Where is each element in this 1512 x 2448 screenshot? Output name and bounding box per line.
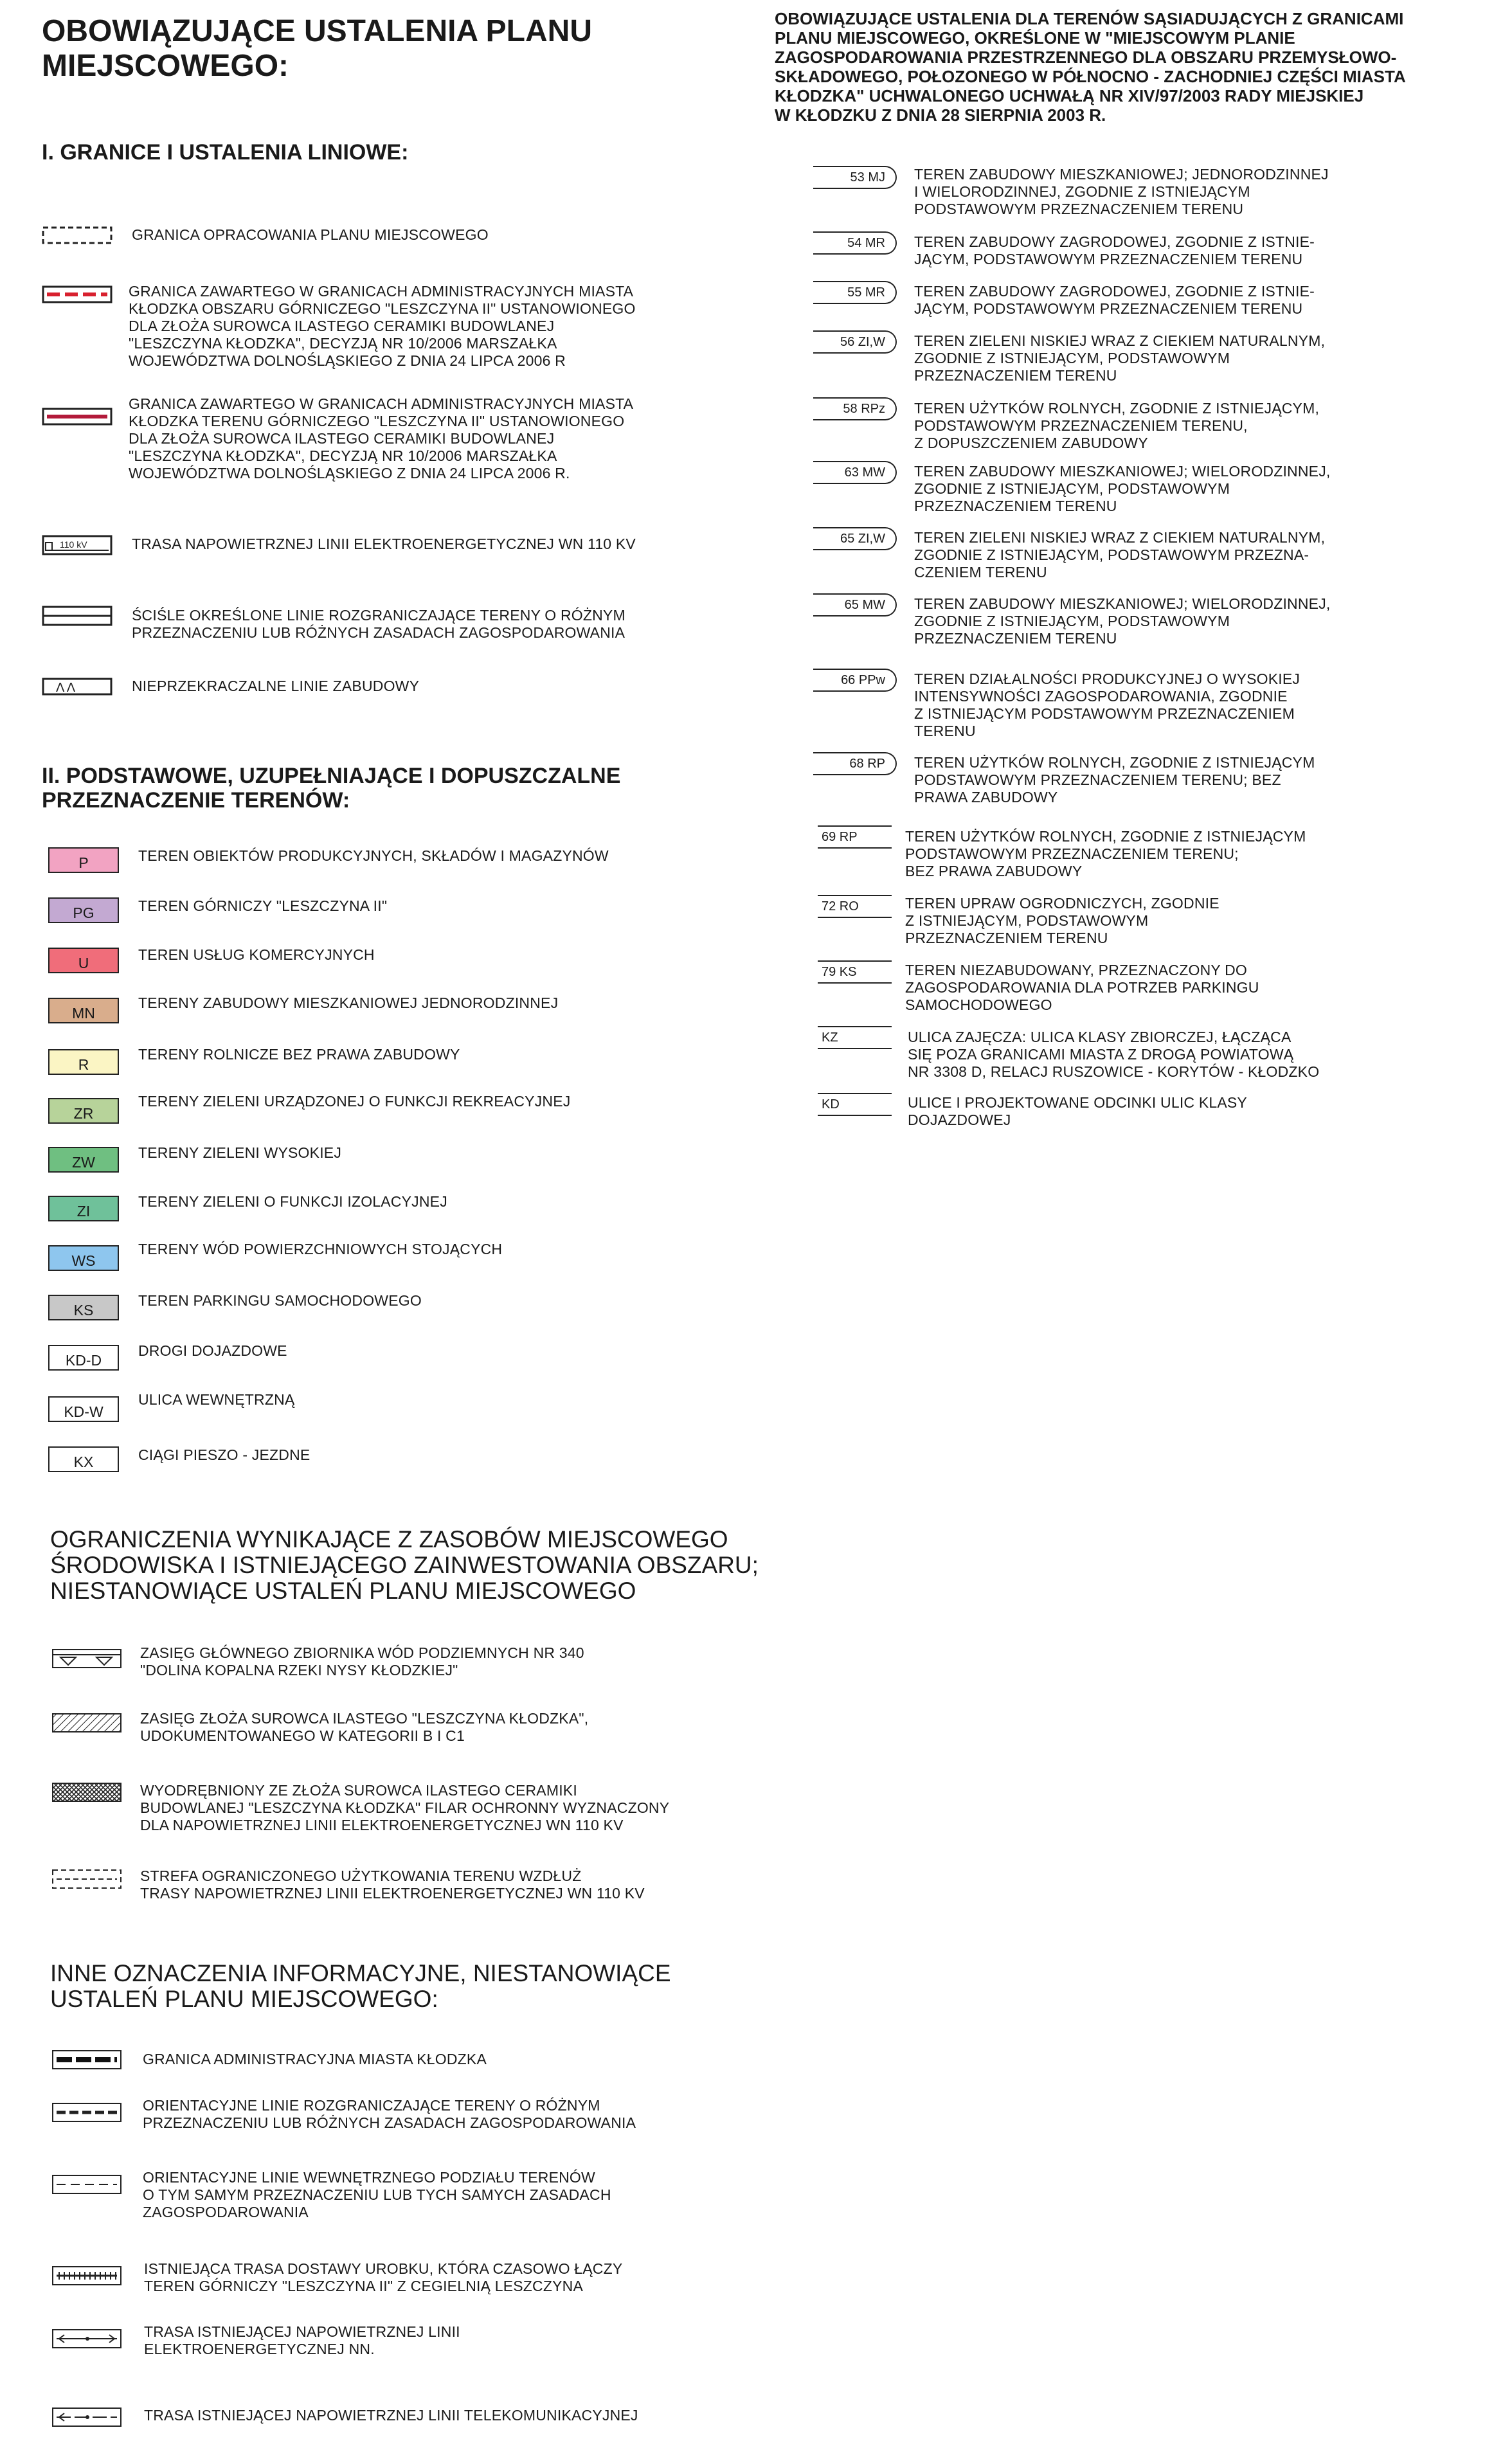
plan-boundary-symbol (42, 224, 113, 247)
groundwater-reservoir-symbol (51, 1647, 122, 1670)
landuse-KX-label: CIĄGI PIESZO - JEZDNE (138, 1446, 310, 1463)
swatch-WS: WS (48, 1245, 119, 1271)
code-69RP-label: TEREN UŻYTKÓW ROLNYCH, ZGODNIE Z ISTNIEJĄCYM PODSTAWOWYM PRZEZNACZENIEM TERENU; BEZ PRAWA ZABUDOWY (905, 828, 1306, 879)
power-line-nn-symbol (51, 2327, 122, 2350)
svg-text:Λ Λ: Λ Λ (56, 681, 76, 695)
swatch-ZR: ZR (48, 1098, 119, 1124)
landuse-KS-label: TEREN PARKINGU SAMOCHODOWEGO (138, 1292, 422, 1309)
mining-area-boundary-label: GRANICA ZAWARTEGO W GRANICACH ADMINISTRACYJNYCH MIASTA KŁODZKA OBSZARU GÓRNICZEGO "LESZCZYNA II" USTANOWIONEGO DLA ZŁOŻA SUROWCA ILASTEGO CERAMIKI BUDOWLANEJ "LESZCZYNA KŁODZKA", DECYZJĄ NR 10/2006 MARSZAŁKA WOJEWÓDZTWA DOLNOŚLĄSKIEGO Z DNIA 24 LIPCA 2006 R (129, 283, 636, 369)
clay-deposit-symbol (51, 1711, 122, 1734)
swatch-KS: KS (48, 1295, 119, 1320)
code-72RO-label: TEREN UPRAW OGRODNICZYCH, ZGODNIE Z ISTNIEJĄCYM, PODSTAWOWYM PRZEZNACZENIEM TERENU (905, 895, 1220, 946)
power-line-110kv-label: TRASA NAPOWIETRZNEJ LINII ELEKTROENERGETYCZNEJ WN 110 KV (132, 536, 636, 552)
svg-text:110 kV: 110 kV (60, 539, 87, 550)
section2-heading: II. PODSTAWOWE, UZUPEŁNIAJĄCE I DOPUSZCZALNE PRZEZNACZENIE TERENÓW: (42, 764, 621, 813)
code-KZ-label: ULICA ZAJĘCZA: ULICA KLASY ZBIORCZEJ, ŁĄCZĄCA SIĘ POZA GRANICAMI MIASTA Z DROGĄ POWIATOWĄ NR 3308 D, RELACJ RUSZOWICE - KORYTÓW - KŁODZKO (908, 1029, 1320, 1080)
internal-division-symbol (51, 2173, 122, 2196)
landuse-R-label: TERENY ROLNICZE BEZ PRAWA ZABUDOWY (138, 1046, 460, 1063)
code-55MR: 55 MR (813, 281, 897, 304)
power-line-110kv-symbol (42, 534, 113, 557)
code-56ZIW: 56 ZI,W (813, 330, 897, 354)
code-56ZIW-label: TEREN ZIELENI NISKIEJ WRAZ Z CIEKIEM NATURALNYM, ZGODNIE Z ISTNIEJĄCYM, PODSTAWOWYM PRZEZNACZENIEM TERENU (914, 332, 1326, 384)
admin-border-symbol (51, 2048, 122, 2071)
code-58RPz-label: TEREN UŻYTKÓW ROLNYCH, ZGODNIE Z ISTNIEJĄCYM, PODSTAWOWYM PRZEZNACZENIEM TERENU, Z DOPUSZCZENIEM ZABUDOWY (914, 400, 1320, 451)
admin-border-label: GRANICA ADMINISTRACYJNA MIASTA KŁODZKA (143, 2051, 487, 2067)
code-63MW-label: TEREN ZABUDOWY MIESZKANIOWEJ; WIELORODZINNEJ, ZGODNIE Z ISTNIEJĄCYM, PODSTAWOWYM PRZEZNACZENIEM TERENU (914, 463, 1331, 514)
swatch-KX: KX (48, 1446, 119, 1472)
swatch-R: R (48, 1049, 119, 1075)
building-line-label: NIEPRZEKRACZALNE LINIE ZABUDOWY (132, 678, 420, 694)
code-54MR: 54 MR (813, 231, 897, 255)
swatch-PG: PG (48, 897, 119, 923)
code-65MW-label: TEREN ZABUDOWY MIESZKANIOWEJ; WIELORODZINNEJ, ZGODNIE Z ISTNIEJĄCYM, PODSTAWOWYM PRZEZNACZENIEM TERENU (914, 595, 1331, 647)
landuse-ZI-label: TERENY ZIELENI O FUNKCJI IZOLACYJNEJ (138, 1193, 447, 1210)
section1-heading: I. GRANICE I USTALENIA LINIOWE: (42, 140, 409, 165)
swatch-U: U (48, 948, 119, 973)
code-79KS: 79 KS (818, 960, 892, 984)
code-55MR-label: TEREN ZABUDOWY ZAGRODOWEJ, ZGODNIE Z ISTNIE- JĄCYM, PODSTAWOWYM PRZEZNACZENIEM TERENU (914, 283, 1315, 317)
page-title: OBOWIĄZUJĄCE USTALENIA PLANU MIEJSCOWEGO: (42, 14, 592, 83)
groundwater-reservoir-label: ZASIĘG GŁÓWNEGO ZBIORNIKA WÓD PODZIEMNYCH NR 340 "DOLINA KOPALNA RZEKI NYSY KŁODZKIEJ" (140, 1644, 584, 1679)
swatch-P: P (48, 847, 119, 873)
swatch-KD-W: KD-W (48, 1396, 119, 1422)
code-68RP: 68 RP (813, 752, 897, 775)
clay-deposit-label: ZASIĘG ZŁOŻA SUROWCA ILASTEGO "LESZCZYNA KŁODZKA", UDOKUMENTOWANEGO W KATEGORII B I C1 (140, 1710, 589, 1744)
telecom-line-label: TRASA ISTNIEJĄCEJ NAPOWIETRZNEJ LINII TELEKOMUNIKACYJNEJ (144, 2407, 638, 2424)
landuse-ZR-label: TERENY ZIELENI URZĄDZONEJ O FUNKCJI REKREACYJNEJ (138, 1093, 571, 1110)
code-KD-label: ULICE I PROJEKTOWANE ODCINKI ULIC KLASY DOJAZDOWEJ (908, 1094, 1247, 1128)
haulage-route-symbol (51, 2264, 122, 2287)
swatch-ZW: ZW (48, 1147, 119, 1173)
code-72RO: 72 RO (818, 895, 892, 918)
protective-pillar-symbol (51, 1781, 122, 1804)
mining-area-boundary-symbol (42, 283, 113, 306)
swatch-MN: MN (48, 998, 119, 1023)
code-58RPz: 58 RPz (813, 397, 897, 420)
orientation-lines-symbol (51, 2101, 122, 2124)
code-KD: KD (818, 1093, 892, 1116)
defined-lines-label: ŚCIŚLE OKREŚLONE LINIE ROZGRANICZAJĄCE TERENY O RÓŻNYM PRZEZNACZENIU LUB RÓŻNYCH ZASADACH ZAGOSPODAROWANIA (132, 607, 626, 641)
defined-lines-symbol (42, 604, 113, 627)
landuse-U-label: TEREN USŁUG KOMERCYJNYCH (138, 946, 375, 963)
landuse-P-label: TEREN OBIEKTÓW PRODUKCYJNYCH, SKŁADÓW I MAGAZYNÓW (138, 847, 609, 864)
code-79KS-label: TEREN NIEZABUDOWANY, PRZEZNACZONY DO ZAGOSPODAROWANIA DLA POTRZEB PARKINGU SAMOCHODOWEGO (905, 962, 1259, 1013)
code-66PPw: 66 PPw (813, 669, 897, 692)
swatch-KD-D: KD-D (48, 1345, 119, 1371)
orientation-lines-label: ORIENTACYJNE LINIE ROZGRANICZAJĄCE TERENY O RÓŻNYM PRZEZNACZENIU LUB RÓŻNYCH ZASADACH ZAGOSPODAROWANIA (143, 2097, 636, 2131)
telecom-line-symbol (51, 2406, 122, 2429)
code-54MR-label: TEREN ZABUDOWY ZAGRODOWEJ, ZGODNIE Z ISTNIE- JĄCYM, PODSTAWOWYM PRZEZNACZENIEM TERENU (914, 233, 1315, 267)
landuse-WS-label: TERENY WÓD POWIERZCHNIOWYCH STOJĄCYCH (138, 1241, 503, 1257)
building-line-symbol (42, 675, 113, 698)
code-KZ: KZ (818, 1026, 892, 1049)
code-66PPw-label: TEREN DZIAŁALNOŚCI PRODUKCYJNEJ O WYSOKIEJ INTENSYWNOŚCI ZAGOSPODAROWANIA, ZGODNIE Z ISTNIEJĄCYM PODSTAWOWYM PRZEZNACZENIEM TERENU (914, 670, 1300, 739)
protective-pillar-label: WYODRĘBNIONY ZE ZŁOŻA SUROWCA ILASTEGO CERAMIKI BUDOWLANEJ "LESZCZYNA KŁODZKA" FILAR OCHRONNY WYZNACZONY DLA NAPOWIETRZNEJ LINII ELEKTROENERGETYCZNEJ WN 110 KV (140, 1782, 670, 1833)
restricted-zone-symbol (51, 1868, 122, 1891)
landuse-PG-label: TEREN GÓRNICZY "LESZCZYNA II" (138, 897, 388, 914)
internal-division-label: ORIENTACYJNE LINIE WEWNĘTRZNEGO PODZIAŁU TERENÓW O TYM SAMYM PRZEZNACZENIU LUB TYCH SAMYCH ZASADACH ZAGOSPODAROWANIA (143, 2169, 611, 2220)
code-68RP-label: TEREN UŻYTKÓW ROLNYCH, ZGODNIE Z ISTNIEJĄCYM PODSTAWOWYM PRZEZNACZENIEM TERENU; BEZ PRAWA ZABUDOWY (914, 754, 1315, 806)
landuse-ZW-label: TERENY ZIELENI WYSOKIEJ (138, 1144, 342, 1161)
swatch-ZI: ZI (48, 1196, 119, 1221)
section4-heading: INNE OZNACZENIA INFORMACYJNE, NIESTANOWIĄCE USTALEŃ PLANU MIEJSCOWEGO: (50, 1960, 671, 2012)
section3-heading: OGRANICZENIA WYNIKAJĄCE Z ZASOBÓW MIEJSCOWEGO ŚRODOWISKA I ISTNIEJĄCEGO ZAINWESTOWANIA OBSZARU; NIESTANOWIĄCE USTALEŃ PLANU MIEJSCOWEGO (50, 1526, 759, 1604)
code-69RP: 69 RP (818, 825, 892, 849)
landuse-MN-label: TERENY ZABUDOWY MIESZKANIOWEJ JEDNORODZINNEJ (138, 995, 559, 1011)
code-65ZIW: 65 ZI,W (813, 527, 897, 550)
restricted-zone-label: STREFA OGRANICZONEGO UŻYTKOWANIA TERENU WZDŁUŻ TRASY NAPOWIETRZNEJ LINII ELEKTROENERGETYCZNEJ WN 110 KV (140, 1868, 645, 1902)
power-line-nn-label: TRASA ISTNIEJĄCEJ NAPOWIETRZNEJ LINII ELEKTROENERGETYCZNEJ NN. (144, 2323, 460, 2357)
mining-terrain-boundary-symbol (42, 405, 113, 428)
landuse-KD-D-label: DROGI DOJAZDOWE (138, 1342, 287, 1359)
code-63MW: 63 MW (813, 461, 897, 484)
code-53MJ: 53 MJ (813, 166, 897, 189)
adjacent-plans-heading: OBOWIĄZUJĄCE USTALENIA DLA TERENÓW SĄSIADUJĄCYCH Z GRANICAMI PLANU MIEJSCOWEGO, OKREŚLONE W "MIEJSCOWYM PLANIE ZAGOSPODAROWANIA PRZESTRZENNEGO DLA OBSZARU PRZEMYSŁOWO- SKŁADOWEGO, POŁOZONEGO W PÓŁNOCNO - ZACHODNIEJ CZĘŚCI MIASTA KŁODZKA" UCHWALONEGO UCHWAŁĄ NR XIV/97/2003 RADY MIEJSKIEJ W KŁODZKU Z DNIA 28 SIERPNIA 2003 R. (775, 9, 1406, 125)
code-53MJ-label: TEREN ZABUDOWY MIESZKANIOWEJ; JEDNORODZINNEJ I WIELORODZINNEJ, ZGODNIE Z ISTNIEJĄCYM PODSTAWOWYM PRZEZNACZENIEM TERENU (914, 166, 1329, 217)
plan-boundary-label: GRANICA OPRACOWANIA PLANU MIEJSCOWEGO (132, 226, 489, 243)
landuse-KD-W-label: ULICA WEWNĘTRZNĄ (138, 1391, 295, 1408)
code-65MW: 65 MW (813, 593, 897, 616)
mining-terrain-boundary-label: GRANICA ZAWARTEGO W GRANICACH ADMINISTRACYJNYCH MIASTA KŁODZKA TERENU GÓRNICZEGO "LESZCZYNA II" USTANOWIONEGO DLA ZŁOŻA SUROWCA ILASTEGO CERAMIKI BUDOWLANEJ "LESZCZYNA KŁODZKA", DECYZJĄ NR 10/2006 MARSZAŁKA WOJEWÓDZTWA DOLNOŚLĄSKIEGO Z DNIA 24 LIPCA 2006 R. (129, 395, 634, 482)
code-65ZIW-label: TEREN ZIELENI NISKIEJ WRAZ Z CIEKIEM NATURALNYM, ZGODNIE Z ISTNIEJĄCYM, PODSTAWOWYM PRZEZNA- CZENIEM TERENU (914, 529, 1326, 580)
haulage-route-label: ISTNIEJĄCA TRASA DOSTAWY UROBKU, KTÓRA CZASOWO ŁĄCZY TEREN GÓRNICZY "LESZCZYNA II" Z CEGIELNIĄ LESZCZYNA (144, 2260, 623, 2294)
